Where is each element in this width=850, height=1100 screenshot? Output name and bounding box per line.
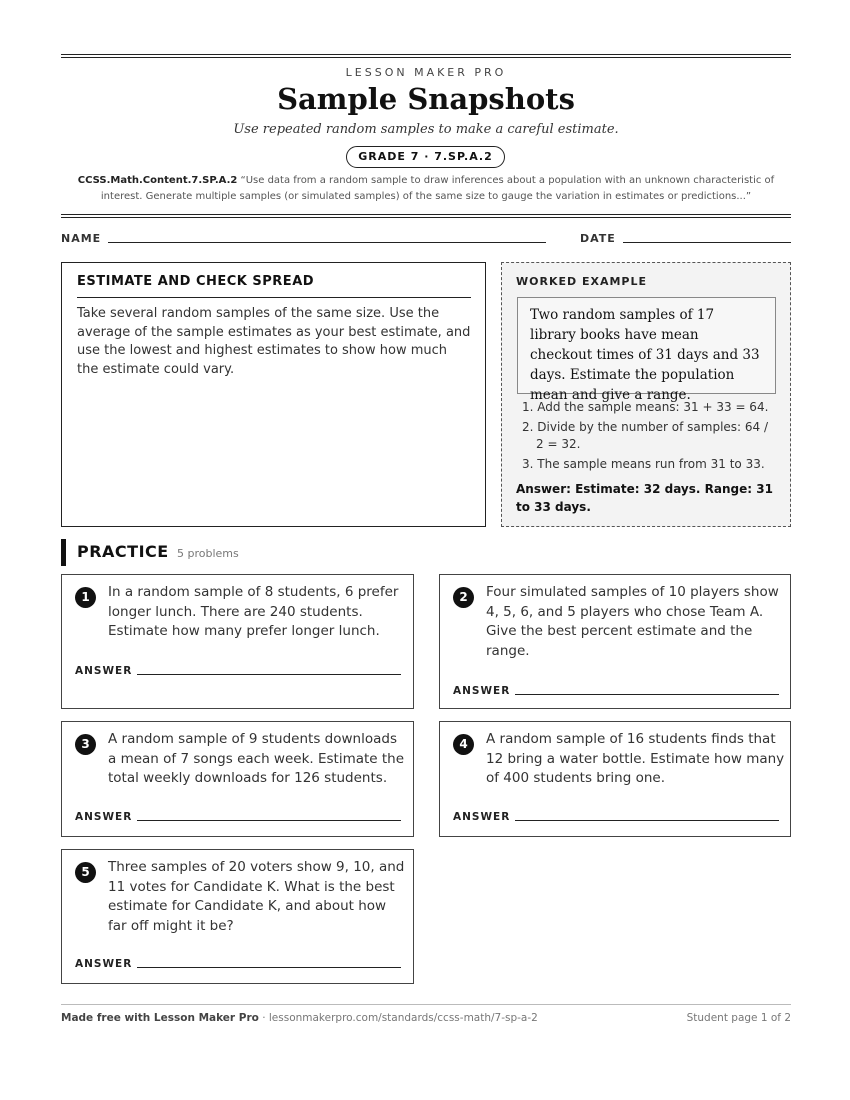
footer-url[interactable]: · lessonmakerpro.com/standards/ccss-math/7-sp-a-2 (258, 1012, 538, 1024)
explanation-heading-rule (77, 297, 471, 298)
page-title: Sample Snapshots (277, 82, 575, 116)
problem-number-badge: 4 (453, 734, 474, 755)
brand-name: LESSON MAKER PRO (345, 66, 507, 79)
practice-count: 5 problems (177, 547, 239, 560)
answer-field-5[interactable] (137, 967, 401, 968)
worked-example-answer: Answer: Estimate: 32 days. Range: 31 to 33 days. (516, 482, 773, 514)
worked-example-box (501, 262, 791, 527)
answer-label: ANSWER (75, 958, 133, 970)
practice-accent-bar (61, 539, 66, 566)
name-label: NAME (61, 232, 102, 245)
problem-prompt: Three samples of 20 voters show 9, 10, and 11 votes for Candidate K. What is the best estimate for Candidate K, and about how far off might it be? (108, 859, 405, 934)
header-bottom-double-rule (61, 214, 791, 218)
problem-card-3 (61, 721, 414, 837)
page-subtitle: Use repeated random samples to make a careful estimate. (233, 122, 619, 137)
footer-rule (61, 1004, 791, 1005)
top-double-rule (61, 54, 791, 58)
problem-prompt: A random sample of 9 students downloads a mean of 7 songs each week. Estimate the total weekly downloads for 126 students. (108, 731, 405, 786)
practice-heading: PRACTICE (77, 542, 169, 561)
problem-number-badge: 3 (75, 734, 96, 755)
footer-page-number: Student page 1 of 2 (686, 1012, 791, 1024)
date-field[interactable] (623, 242, 791, 243)
answer-label: ANSWER (75, 665, 133, 677)
worked-example-problem: Two random samples of 17 library books have mean checkout times of 31 days and 33 days. Estimate the population mean and give a range. (517, 297, 776, 394)
problem-number-badge: 2 (453, 587, 474, 608)
answer-field-3[interactable] (137, 820, 401, 821)
answer-field-4[interactable] (515, 820, 779, 821)
standard-code: CCSS.Math.Content.7.SP.A.2 (77, 175, 238, 186)
footer-brand: Made free with Lesson Maker Pro (61, 1012, 259, 1024)
explanation-heading: ESTIMATE AND CHECK SPREAD (77, 274, 315, 289)
problem-number-badge: 1 (75, 587, 96, 608)
footer-credit (61, 1012, 538, 1024)
grade-badge: GRADE 7 · 7.SP.A.2 (346, 146, 505, 168)
worked-example-step: 2. Divide by the number of samples: 64 / 2 = 32. (522, 420, 769, 451)
worked-example-step: 1. Add the sample means: 31 + 33 = 64. (522, 400, 769, 414)
problem-card-4 (439, 721, 791, 837)
answer-field-1[interactable] (137, 674, 401, 675)
worked-example-steps (516, 399, 778, 476)
standard-description (71, 173, 781, 205)
name-field[interactable] (108, 242, 546, 243)
problem-card-1 (61, 574, 414, 709)
worked-example-step: 3. The sample means run from 31 to 33. (522, 457, 765, 471)
problem-prompt: Four simulated samples of 10 players show 4, 5, 6, and 5 players who chose Team A. Give the best percent estimate and the range. (486, 584, 779, 659)
date-label: DATE (580, 232, 616, 245)
answer-label: ANSWER (453, 685, 511, 697)
problem-card-5 (61, 849, 414, 984)
answer-label: ANSWER (75, 811, 133, 823)
problem-prompt: A random sample of 16 students finds that 12 bring a water bottle. Estimate how many of 400 students bring one. (486, 731, 785, 786)
problem-card-2 (439, 574, 791, 709)
answer-label: ANSWER (453, 811, 511, 823)
standard-text: “Use data from a random sample to draw inferences about a population with an unknown characteristic of interest. Generate multiple samples (or simulated samples) of the same size to gauge the variation in estimates or predictions...” (100, 175, 775, 202)
worked-example-heading: WORKED EXAMPLE (516, 275, 647, 288)
problem-prompt: In a random sample of 8 students, 6 prefer longer lunch. There are 240 students. Estimate how many prefer longer lunch. (108, 584, 399, 639)
answer-field-2[interactable] (515, 694, 779, 695)
problem-number-badge: 5 (75, 862, 96, 883)
explanation-box (61, 262, 486, 527)
explanation-body: Take several random samples of the same size. Use the average of the sample estimates as your best estimate, and use the lowest and highest estimates to show how much the estimate could vary. (77, 306, 471, 377)
